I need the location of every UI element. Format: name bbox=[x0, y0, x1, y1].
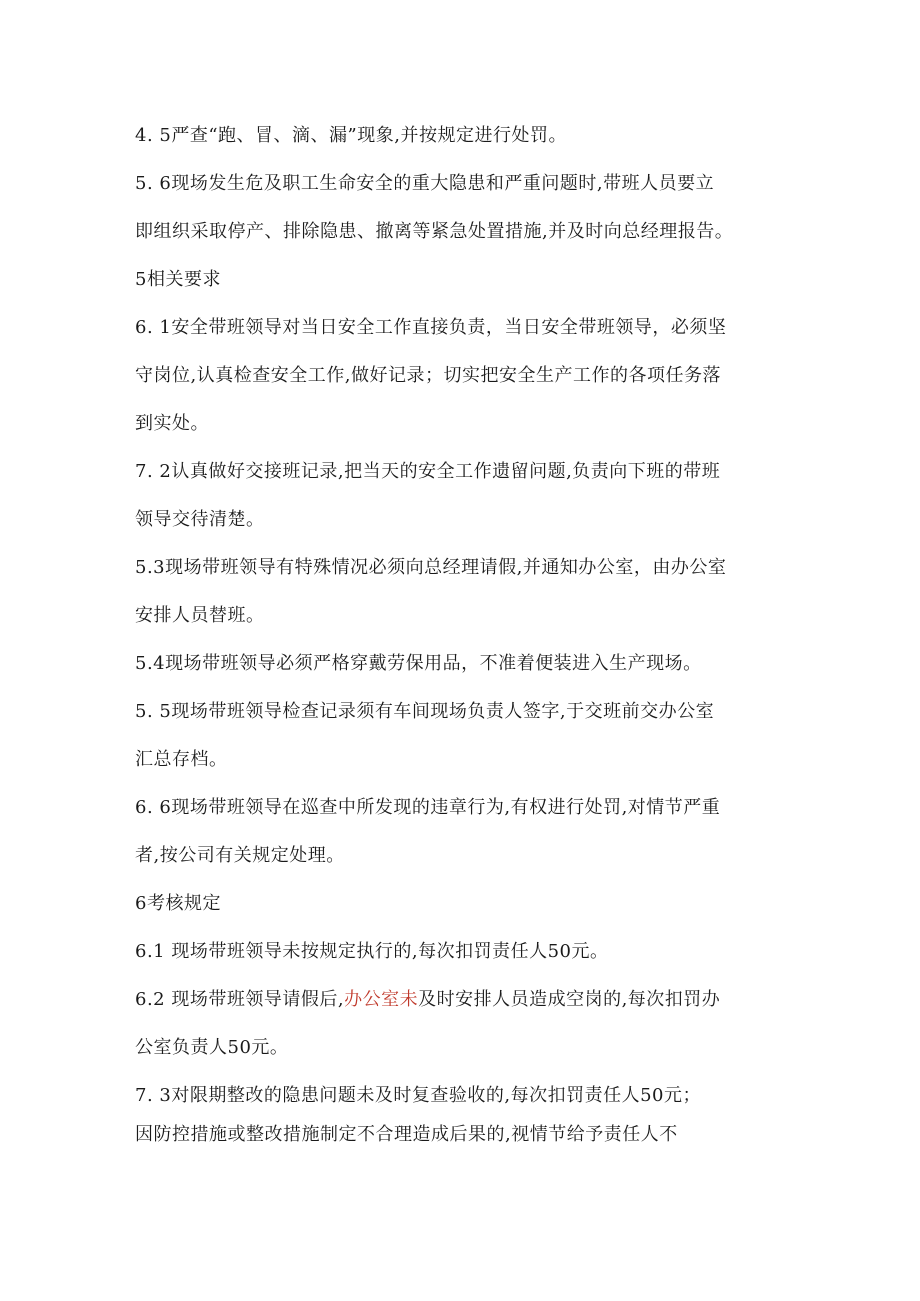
text-line: 6. 6现场带班领导在巡查中所发现的违章行为,有权进行处罚,对情节严重 bbox=[135, 797, 721, 818]
text-line: 6. 1安全带班领导对当日安全工作直接负责，当日安全带班领导，必须坚 bbox=[135, 317, 727, 338]
highlighted-text: 办公室未 bbox=[344, 989, 419, 1010]
paragraph-7-3 bbox=[135, 1072, 795, 1150]
text-line: 安排人员替班。 bbox=[135, 605, 265, 626]
text-line: 7. 2认真做好交接班记录,把当天的安全工作遗留问题,负责向下班的带班 bbox=[135, 461, 721, 482]
text-line: 5.4现场带班领导必须严格穿戴劳保用品，不准着便装进入生产现场。 bbox=[135, 653, 702, 674]
paragraph-5-5 bbox=[135, 688, 795, 784]
paragraph-6-2 bbox=[135, 976, 795, 1072]
text-line: 公室负责人50元。 bbox=[135, 1037, 289, 1058]
text-line: 者,按公司有关规定处理。 bbox=[135, 845, 345, 866]
paragraph-5-3 bbox=[135, 544, 795, 640]
text-segment: 及时安排人员造成空岗的,每次扣罚办 bbox=[418, 989, 721, 1010]
section-heading-5: 5相关要求 bbox=[135, 269, 221, 290]
section-heading-6: 6考核规定 bbox=[135, 893, 221, 914]
paragraph-7-2 bbox=[135, 448, 795, 544]
text-line: 即组织采取停产、排除隐患、撤离等紧急处置措施,并及时向总经理报告。 bbox=[135, 221, 734, 242]
paragraph-5-6 bbox=[135, 160, 795, 256]
paragraph-4-5 bbox=[135, 112, 795, 160]
paragraph-5-4 bbox=[135, 640, 795, 688]
text-line: 5. 6现场发生危及职工生命安全的重大隐患和严重问题时,带班人员要立 bbox=[135, 173, 715, 194]
text-line: 领导交待清楚。 bbox=[135, 509, 265, 530]
text-line: 7. 3对限期整改的隐患问题未及时复查验收的,每次扣罚责任人50元； bbox=[135, 1085, 701, 1106]
text-line bbox=[135, 976, 795, 1024]
text-segment: 6.2 现场带班领导请假后, bbox=[135, 989, 345, 1010]
text-line: 5.3现场带班领导有特殊情况必须向总经理请假,并通知办公室，由办公室 bbox=[135, 557, 727, 578]
paragraph-6-6 bbox=[135, 784, 795, 880]
paragraph-6-1-assessment bbox=[135, 928, 795, 976]
text-line: 6.1 现场带班领导未按规定执行的,每次扣罚责任人50元。 bbox=[135, 941, 609, 962]
paragraph-6-1 bbox=[135, 304, 795, 448]
text-line: 守岗位,认真检查安全工作,做好记录；切实把安全生产工作的各项任务落 bbox=[135, 365, 721, 386]
text-line: 到实处。 bbox=[135, 413, 209, 434]
document-body bbox=[135, 112, 795, 1150]
text-line: 4. 5严查“跑、冒、滴、漏”现象,并按规定进行处罚。 bbox=[135, 125, 567, 146]
text-line: 5. 5现场带班领导检查记录须有车间现场负责人签字,于交班前交办公室 bbox=[135, 701, 715, 722]
text-line: 汇总存档。 bbox=[135, 749, 228, 770]
text-line: 因防控措施或整改措施制定不合理造成后果的,视情节给予责任人不 bbox=[135, 1124, 678, 1145]
